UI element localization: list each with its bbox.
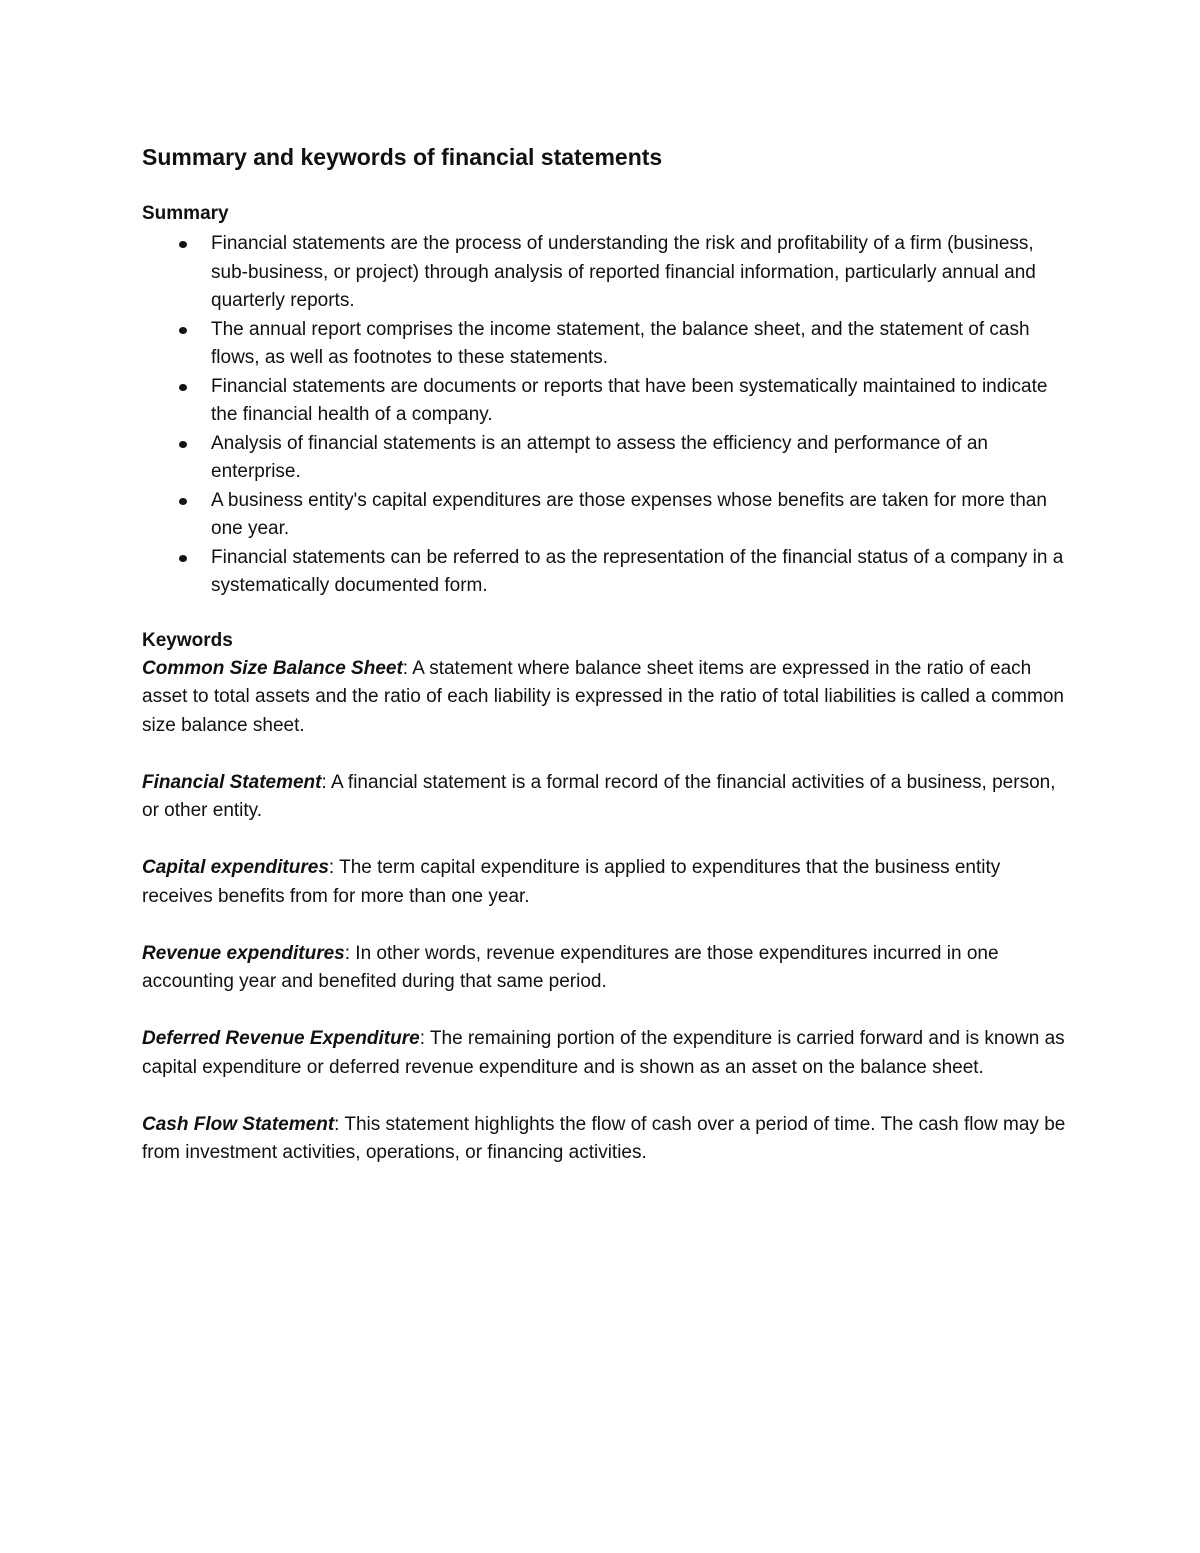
summary-item-text: Analysis of financial statements is an attempt to assess the efficiency and performance of an enterprise. [211, 432, 988, 482]
keyword-definition: : The term capital expenditure is applied to expenditures that the business entity receives benefits from for more than one year. [142, 857, 1001, 907]
keyword-entry [142, 940, 1072, 997]
keyword-entry [142, 655, 1072, 741]
summary-item-text: A business entity's capital expenditures are those expenses whose benefits are taken for more than one year. [211, 489, 1047, 539]
summary-list [142, 230, 1072, 601]
keyword-term: Revenue expenditures [142, 942, 345, 964]
keyword-term: Capital expenditures [142, 857, 329, 878]
summary-item [142, 316, 1072, 373]
summary-item-text: The annual report comprises the income statement, the balance sheet, and the statement of cash flows, as well as footnotes to these statements. [211, 318, 1030, 368]
keyword-definition: : A financial statement is a formal record of the financial activities of a business, person, or other entity. [142, 771, 1056, 821]
bullet-icon [179, 241, 187, 248]
keyword-entry [142, 1111, 1072, 1168]
summary-item [142, 544, 1072, 601]
document-page [142, 138, 1072, 1196]
keyword-entry [142, 1025, 1072, 1082]
keyword-term: Financial Statement [142, 771, 322, 793]
summary-item-text: Financial statements are documents or reports that have been systematically maintained to indicate the financial health of a company. [211, 375, 1048, 425]
bullet-icon [179, 555, 187, 562]
keyword-definition: : In other words, revenue expenditures are those expenditures incurred in one accounting year and benefited during that same period. [142, 942, 999, 992]
keyword-entry [142, 769, 1072, 826]
bullet-icon [179, 327, 187, 334]
bullet-icon [179, 441, 187, 448]
document-title: Summary and keywords of financial statements [142, 144, 663, 170]
keyword-term: Deferred Revenue Expenditure [142, 1028, 420, 1049]
bullet-icon [179, 498, 187, 505]
keyword-term: Cash Flow Statement [142, 1113, 335, 1135]
summary-item-text: Financial statements are the process of understanding the risk and profitability of a firm (business, sub-business, or project) through analysis of reported financial information, particularly annual and quarterly reports. [211, 233, 1036, 311]
summary-item [142, 373, 1072, 430]
keyword-definition: : This statement highlights the flow of cash over a period of time. The cash flow may be from investment activities, operations, or financing activities. [142, 1113, 1066, 1163]
keyword-definition: : A statement where balance sheet items are expressed in the ratio of each asset to total assets and the ratio of each liability is expressed in the ratio of total liabilities is called a common size balance sheet. [142, 657, 1064, 736]
keyword-definition: : The remaining portion of the expenditure is carried forward and is known as capital expenditure or deferred revenue expenditure and is shown as an asset on the balance sheet. [142, 1028, 1065, 1078]
keyword-entry [142, 854, 1072, 911]
summary-item [142, 487, 1072, 544]
summary-item [142, 230, 1072, 316]
summary-item [142, 430, 1072, 487]
summary-heading: Summary [142, 203, 229, 224]
keyword-term: Common Size Balance Sheet [142, 657, 403, 679]
keywords-heading: Keywords [142, 629, 233, 651]
bullet-icon [179, 384, 187, 391]
summary-item-text: Financial statements can be referred to as the representation of the financial status of a company in a systematically documented form. [211, 546, 1064, 596]
